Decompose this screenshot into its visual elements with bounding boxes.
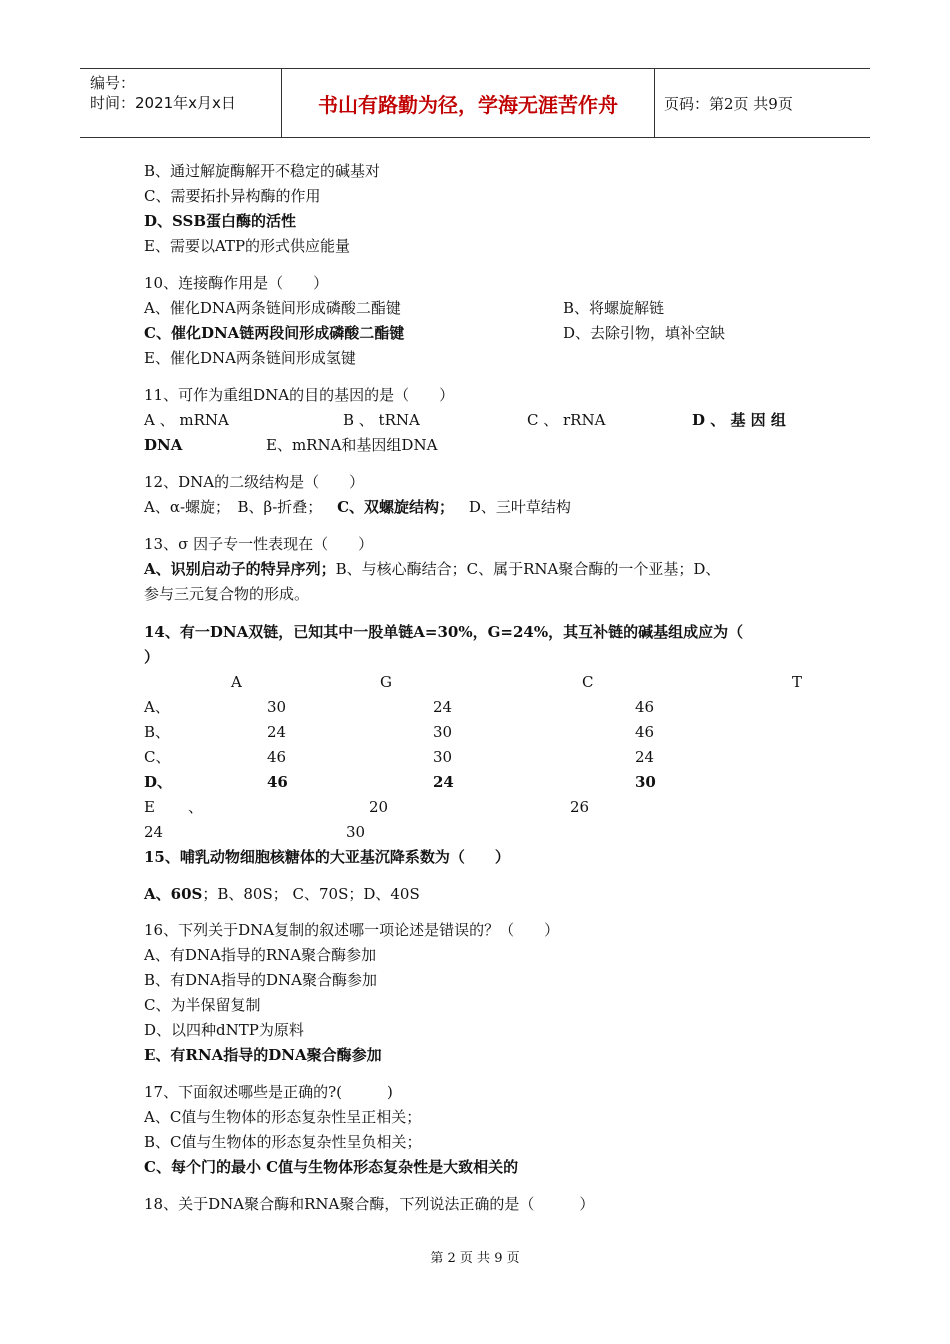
table-header: A [231, 673, 242, 691]
option-line: D、去除引物，填补空缺 [563, 324, 726, 342]
option-line: E、需要以ATP的形式供应能量 [144, 237, 351, 255]
table-cell: 46 [635, 698, 655, 716]
motto: 书山有路勤为径，学海无涯苦作舟 [318, 92, 618, 117]
table-cell: 46 [267, 773, 288, 791]
answer-line: E、有RNA指导的DNA聚合酶参加 [144, 1046, 382, 1064]
table-cell: 24 [433, 773, 454, 791]
option-line [144, 559, 720, 579]
table-row-label: B、 [144, 723, 171, 741]
table-cell: 24 [267, 723, 287, 741]
number-label: 编号： [90, 74, 136, 92]
table-cell: 30 [635, 773, 656, 791]
answer-line: C、每个门的最小 C值与生物体形态复杂性是大致相关的 [144, 1158, 519, 1176]
answer-line: D、SSB蛋白酶的活性 [144, 212, 297, 230]
option-line: D、以四种dNTP为原料 [144, 1021, 304, 1039]
header-left [90, 73, 236, 113]
table-cell: 30 [346, 823, 366, 841]
table-header: T [792, 673, 803, 691]
option-line: B、C值与生物体的形态复杂性呈负相关； [144, 1133, 422, 1151]
table-row-label: A、 [144, 698, 170, 716]
option-line [144, 497, 571, 517]
option-line: B 、 tRNA [343, 411, 420, 429]
option-line: B、有DNA指导的DNA聚合酶参加 [144, 971, 377, 989]
question-line: 18、关于DNA聚合酶和RNA聚合酶，下列说法正确的是（ ） [144, 1195, 595, 1213]
page-footer: 第 2 页 共 9 页 [430, 1251, 520, 1266]
question-line: 11、可作为重组DNA的目的基因的是（ ） [144, 386, 455, 404]
page-label: 页码：第2页 共9页 [664, 95, 793, 113]
option-line [144, 884, 420, 904]
table-row-label: E [144, 798, 155, 816]
table-cell: 46 [267, 748, 287, 766]
table-row-label: C、 [144, 748, 171, 766]
answer-text: C、双螺旋结构； [337, 498, 455, 516]
option-line: A、C值与生物体的形态复杂性呈正相关； [144, 1108, 422, 1126]
page-header [80, 68, 870, 138]
option-line: B、将螺旋解链 [563, 299, 665, 317]
option-line: A 、 mRNA [144, 411, 229, 429]
answer-line: DNA [144, 436, 183, 454]
option-line: E、催化DNA两条链间形成氢键 [144, 349, 356, 367]
question-line: 16、下列关于DNA复制的叙述哪一项论述是错误的？（ ） [144, 921, 560, 939]
question-line: 12、DNA的二级结构是（ ） [144, 473, 365, 491]
table-cell: 26 [570, 798, 590, 816]
question-line: 15、哺乳动物细胞核糖体的大亚基沉降系数为（ ） [144, 848, 510, 866]
time-label: 时间：2021年x月x日 [90, 94, 236, 112]
option-text: A、α-螺旋； B、β-折叠； [144, 498, 323, 516]
option-line: C 、 rRNA [527, 411, 606, 429]
answer-line: C、催化DNA链两段间形成磷酸二酯键 [144, 324, 405, 342]
option-line: A、有DNA指导的RNA聚合酶参加 [144, 946, 377, 964]
option-line: 参与三元复合物的形成。 [144, 585, 310, 603]
table-cell: 20 [369, 798, 389, 816]
table-cell: 24 [433, 698, 453, 716]
question-line: 13、σ 因子专一性表现在（ ） [144, 535, 374, 553]
option-line: B、通过解旋酶解开不稳定的碱基对 [144, 162, 381, 180]
answer-text: A、识别启动子的特异序列； [144, 560, 336, 578]
table-cell: 30 [433, 723, 453, 741]
table-header: G [380, 673, 392, 691]
header-divider [654, 69, 655, 137]
option-text: ；B、80S； C、70S；D、40S [202, 885, 420, 903]
option-line: A、催化DNA两条链间形成磷酸二酯键 [144, 299, 401, 317]
option-line: C、为半保留复制 [144, 996, 261, 1014]
option-text: D、三叶草结构 [468, 498, 571, 516]
table-cell: 24 [144, 823, 164, 841]
table-cell: 、 [188, 798, 204, 816]
option-text: B、与核心酶结合；C、属于RNA聚合酶的一个亚基；D、 [335, 560, 721, 578]
table-cell: 30 [433, 748, 453, 766]
question-line: 14、有一DNA双链，已知其中一股单链A=30%，G=24%，其互补链的碱基组成应为（ [144, 623, 744, 641]
answer-text: A、60S [144, 885, 203, 903]
question-line: 10、连接酶作用是（ ） [144, 274, 329, 292]
table-row-label: D、 [144, 773, 173, 791]
table-cell: 46 [635, 723, 655, 741]
option-line: C、需要拓扑异构酶的作用 [144, 187, 321, 205]
question-line: 17、下面叙述哪些是正确的?( ) [144, 1083, 393, 1101]
table-cell: 24 [635, 748, 655, 766]
table-header: C [582, 673, 594, 691]
answer-line: D 、 基 因 组 [692, 411, 786, 429]
table-cell: 30 [267, 698, 287, 716]
question-line: ） [144, 648, 160, 666]
option-line: E、mRNA和基因组DNA [266, 436, 438, 454]
